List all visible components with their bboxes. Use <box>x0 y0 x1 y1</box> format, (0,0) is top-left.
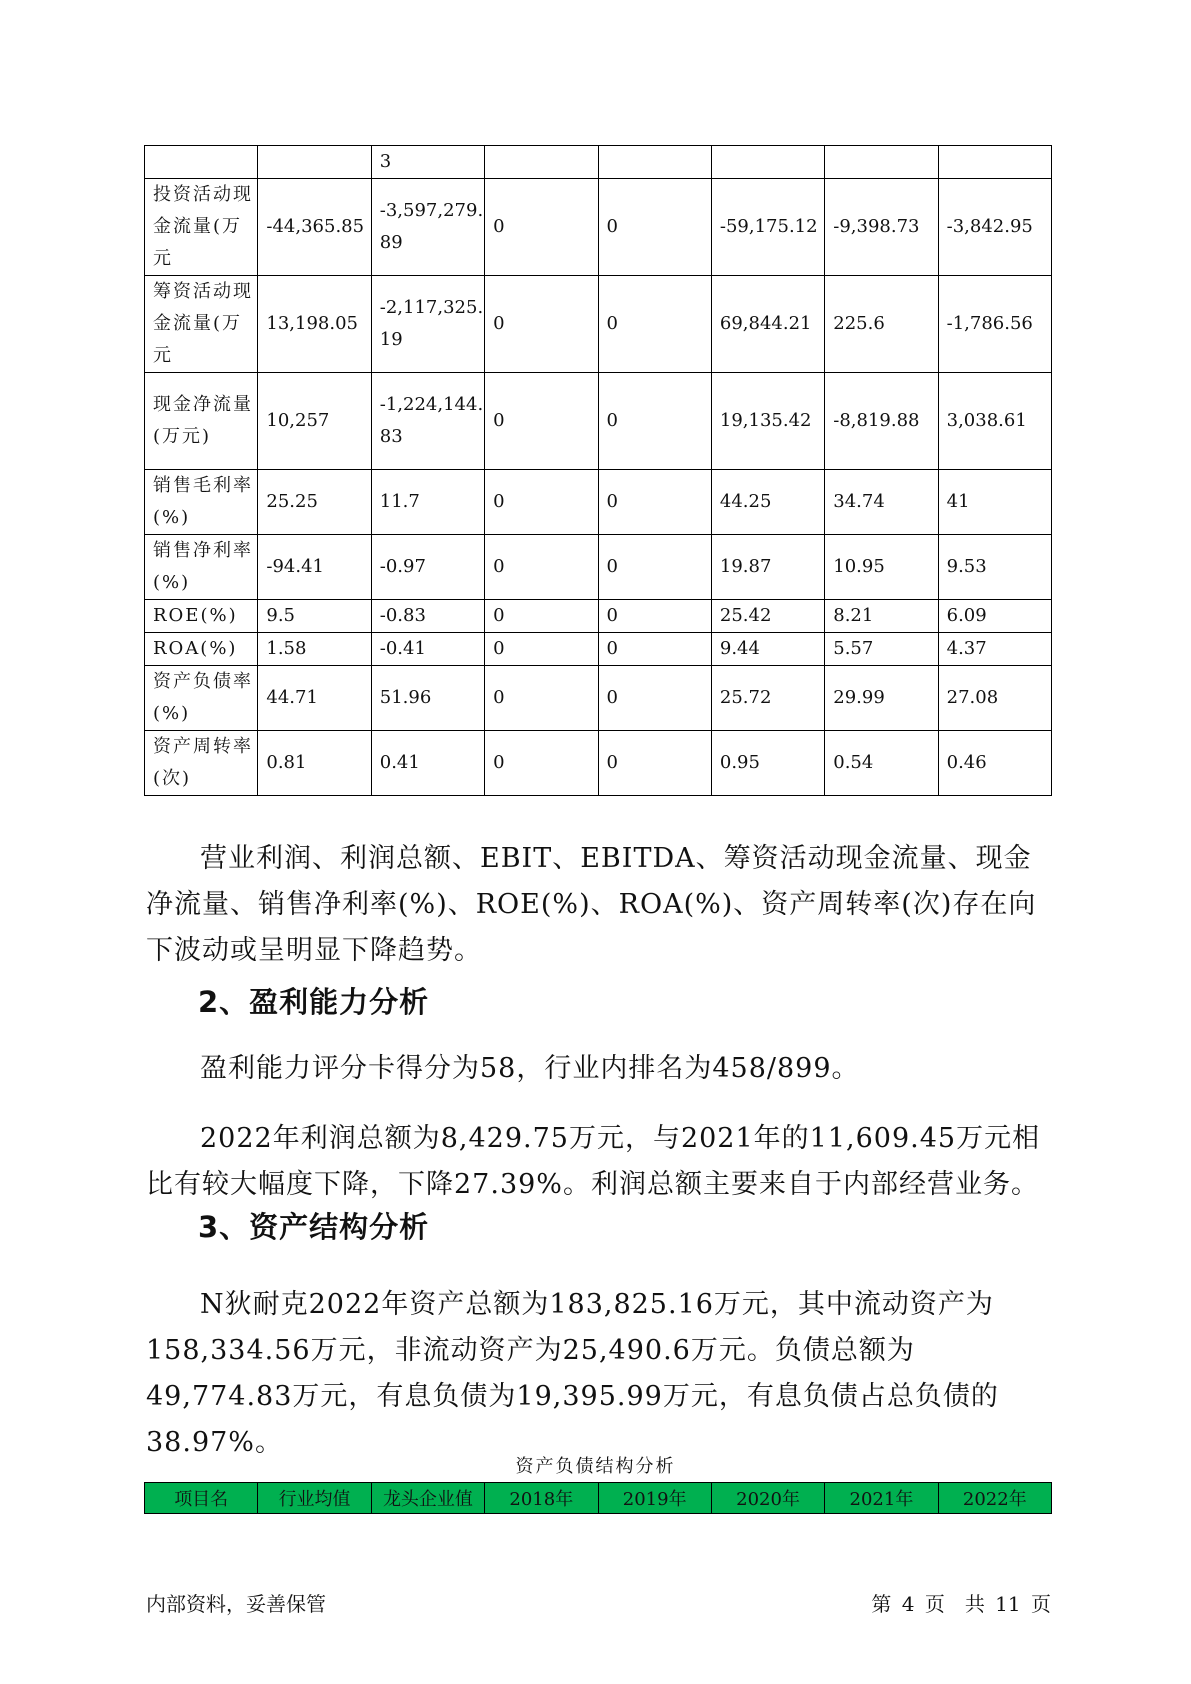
profit-score-paragraph <box>146 1046 1052 1092</box>
table-cell: 0 <box>485 633 598 666</box>
table-cell: 13,198.05 <box>258 276 371 373</box>
table-cell: -44,365.85 <box>258 179 371 276</box>
table-cell <box>825 146 938 179</box>
profit-score-text: 盈利能力评分卡得分为58，行业内排名为458/899。 <box>200 1053 860 1084</box>
table-cell: 5.57 <box>825 633 938 666</box>
table-cell: 11.7 <box>371 470 484 535</box>
table-cell <box>258 146 371 179</box>
table-row <box>145 535 1052 600</box>
table-cell: 69,844.21 <box>711 276 824 373</box>
table-cell: 8.21 <box>825 600 938 633</box>
table-cell: 6.09 <box>938 600 1051 633</box>
table-cell: 0.81 <box>258 731 371 796</box>
table-row <box>145 600 1052 633</box>
financial-indicator-table <box>144 145 1052 796</box>
table-cell: 0 <box>485 535 598 600</box>
table-cell: 9.53 <box>938 535 1051 600</box>
asset-heading: 3、资产结构分析 <box>198 1210 430 1244</box>
table-row <box>145 470 1052 535</box>
table-row <box>145 666 1052 731</box>
trend-paragraph <box>146 836 1052 974</box>
table-cell: -0.97 <box>371 535 484 600</box>
table-cell: 0 <box>485 470 598 535</box>
table-cell: 27.08 <box>938 666 1051 731</box>
table-cell: 0 <box>485 731 598 796</box>
asset-detail-paragraph <box>146 1282 1052 1466</box>
table-cell: 0 <box>598 373 711 470</box>
table-row <box>145 179 1052 276</box>
table-row <box>145 373 1052 470</box>
table-cell: 44.25 <box>711 470 824 535</box>
row-label: 筹资活动现金流量(万元 <box>145 276 258 373</box>
table-cell: 9.44 <box>711 633 824 666</box>
table-cell: -94.41 <box>258 535 371 600</box>
row-label <box>145 146 258 179</box>
column-header: 2020年 <box>711 1483 824 1514</box>
table-cell: 1.58 <box>258 633 371 666</box>
table-cell: 3 <box>371 146 484 179</box>
column-header: 行业均值 <box>258 1483 371 1514</box>
asset-detail-text: N狄耐克2022年资产总额为183,825.16万元，其中流动资产为158,334.56万元，非流动资产为25,490.6万元。负债总额为49,774.83万元，有息负债为19,395.99万元，有息负债占总负债的38.97%。 <box>146 1289 999 1458</box>
table-cell: 0 <box>485 666 598 731</box>
table-cell: -0.41 <box>371 633 484 666</box>
column-header: 项目名 <box>145 1483 258 1514</box>
profit-detail-text: 2022年利润总额为8,429.75万元，与2021年的11,609.45万元相比有较大幅度下降，下降27.39%。利润总额主要来自于内部经营业务。 <box>146 1123 1041 1200</box>
row-label: 资产负债率(%) <box>145 666 258 731</box>
table-cell: 0 <box>485 276 598 373</box>
footer-confidential: 内部资料，妥善保管 <box>146 1592 326 1616</box>
table-cell: 10,257 <box>258 373 371 470</box>
table-cell <box>598 146 711 179</box>
footer-page-number: 第 4 页 共 11 页 <box>871 1592 1051 1616</box>
table-cell: 25.25 <box>258 470 371 535</box>
table-cell: 34.74 <box>825 470 938 535</box>
table-cell: 0 <box>598 600 711 633</box>
table-cell: 0.95 <box>711 731 824 796</box>
table-cell: -2,117,325.19 <box>371 276 484 373</box>
profit-detail-paragraph <box>146 1116 1052 1208</box>
table-row <box>145 731 1052 796</box>
profit-heading: 2、盈利能力分析 <box>198 985 430 1019</box>
table-cell: -1,786.56 <box>938 276 1051 373</box>
table-cell: 25.72 <box>711 666 824 731</box>
row-label: 投资活动现金流量(万元 <box>145 179 258 276</box>
column-header: 2021年 <box>825 1483 938 1514</box>
row-label: 资产周转率(次) <box>145 731 258 796</box>
structure-table-caption: 资产负债结构分析 <box>515 1456 676 1477</box>
table-cell: 19.87 <box>711 535 824 600</box>
table-cell: 0 <box>485 600 598 633</box>
table-cell: 3,038.61 <box>938 373 1051 470</box>
table-cell: 0 <box>485 179 598 276</box>
table-cell: -8,819.88 <box>825 373 938 470</box>
table-cell: -3,597,279.89 <box>371 179 484 276</box>
row-label: 销售净利率(%) <box>145 535 258 600</box>
table-row <box>145 276 1052 373</box>
table-cell: -1,224,144.83 <box>371 373 484 470</box>
table-cell: 9.5 <box>258 600 371 633</box>
table-cell: 29.99 <box>825 666 938 731</box>
table-cell: 0 <box>485 373 598 470</box>
column-header: 2019年 <box>598 1483 711 1514</box>
table-header-row <box>145 1483 1052 1514</box>
table-cell: 51.96 <box>371 666 484 731</box>
table-cell: 19,135.42 <box>711 373 824 470</box>
table-cell: 0.54 <box>825 731 938 796</box>
table-row <box>145 633 1052 666</box>
table-cell: 0.46 <box>938 731 1051 796</box>
column-header: 2022年 <box>938 1483 1051 1514</box>
table-cell: 0 <box>598 633 711 666</box>
row-label: 现金净流量(万元) <box>145 373 258 470</box>
column-header: 龙头企业值 <box>371 1483 484 1514</box>
trend-text: 营业利润、利润总额、EBIT、EBITDA、筹资活动现金流量、现金净流量、销售净利率(%)、ROE(%)、ROA(%)、资产周转率(次)存在向下波动或呈明显下降趋势。 <box>146 843 1037 966</box>
table-row <box>145 146 1052 179</box>
row-label: 销售毛利率(%) <box>145 470 258 535</box>
table-cell: 4.37 <box>938 633 1051 666</box>
table-cell: 0 <box>598 666 711 731</box>
table-cell <box>711 146 824 179</box>
table-cell: 0 <box>598 276 711 373</box>
asset-structure-table <box>144 1482 1052 1514</box>
table-cell: 0 <box>598 179 711 276</box>
table-cell: 25.42 <box>711 600 824 633</box>
table-cell: -9,398.73 <box>825 179 938 276</box>
table-cell: 0.41 <box>371 731 484 796</box>
table-cell: 0 <box>598 535 711 600</box>
row-label: ROE(%) <box>145 600 258 633</box>
table-cell <box>938 146 1051 179</box>
table-cell: 225.6 <box>825 276 938 373</box>
table-cell: -3,842.95 <box>938 179 1051 276</box>
table-cell <box>485 146 598 179</box>
table-cell: 44.71 <box>258 666 371 731</box>
table-cell: 0 <box>598 731 711 796</box>
table-cell: 10.95 <box>825 535 938 600</box>
table-cell: 0 <box>598 470 711 535</box>
table-cell: -0.83 <box>371 600 484 633</box>
table-cell: -59,175.12 <box>711 179 824 276</box>
table-cell: 41 <box>938 470 1051 535</box>
column-header: 2018年 <box>485 1483 598 1514</box>
row-label: ROA(%) <box>145 633 258 666</box>
